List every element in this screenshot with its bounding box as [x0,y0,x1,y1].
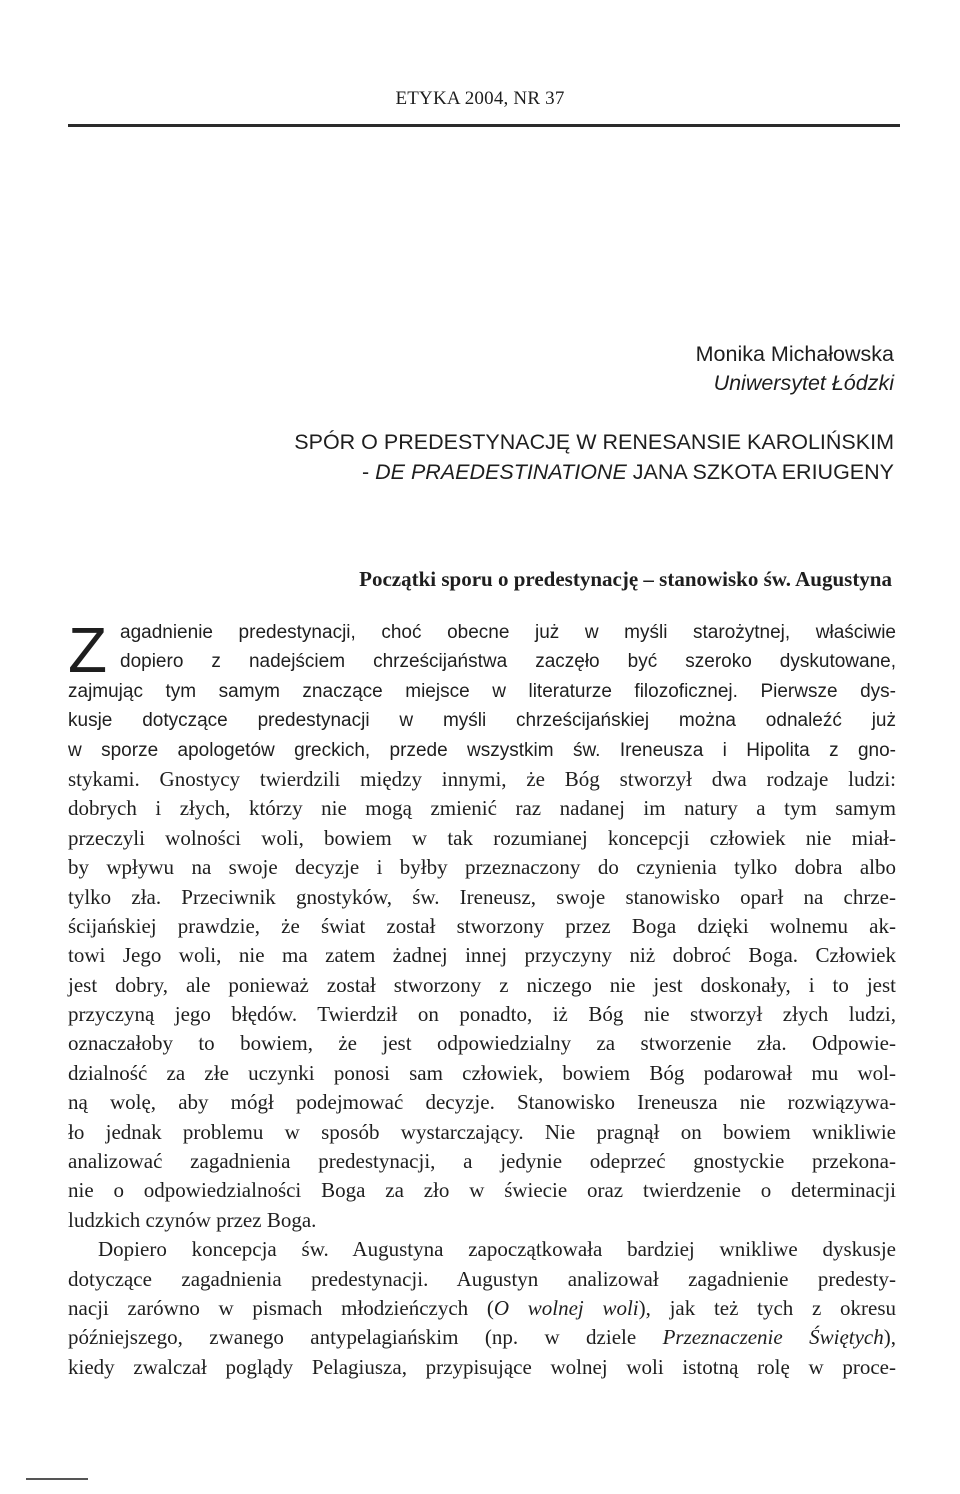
text-line: by wpływu na swoje decyzje i byłby przeznaczony do czynienia tylko dobra albo [68,855,896,880]
title-line-2-prefix: - [361,460,376,484]
text-line: ło jednak problemu w sposób wystarczający. Nie pragnął on bowiem wnikliwie [68,1119,896,1144]
text-segment: późniejszego, zwanego antypelagiańskim (np. w dziele [68,1325,663,1350]
text-line: nie o odpowiedzialności Boga za zło w świecie oraz twierdzenie o determinacji [68,1178,896,1203]
text-line [68,1294,896,1323]
text-line: dobrych i złych, którzy nie mogą zmienić raz nadanej im natury a tym samym [68,796,896,821]
text-line: jest dobry, ale ponieważ został stworzony z niczego nie jest doskonały, i to jest [68,972,896,997]
text-line: tylko zła. Przeciwnik gnostyków, św. Ireneusz, swoje stanowisko oparł na chrze- [68,884,896,909]
author-block [696,340,894,398]
title-line-1: SPÓR O PREDESTYNACJĘ W RENESANSIE KAROLIŃSKIM [294,430,894,454]
text-line: ścijańskiej prawdzie, że świat został stworzony przez Boga dzięki wolnemu ak- [68,913,896,938]
author-affiliation: Uniwersytet Łódzki [713,371,894,395]
title-line-2-suffix: JANA SZKOTA ERIUGENY [626,460,894,484]
text-line: dzialność za złe uczynki ponosi sam człowiek, bowiem Bóg podarował mu wol- [68,1060,896,1085]
text-line [68,1323,896,1352]
text-line: agadnienie predestynacji, choć obecne już w myśli starożytnej, właściwie [120,622,896,643]
footer-rule [26,1478,88,1480]
text-line: analizować zagadnienia predestynacji, a jedynie odeprzeć gnostyckie przekona- [68,1149,896,1174]
text-line: w sporze apologetów greckich, przede wszystkim św. Ireneusza i Hipolita z gno- [68,739,896,761]
book-title-italic: O wolnej woli [493,1295,639,1320]
header-rule [68,124,900,127]
text-line: dotyczące zagadnienia predestynacji. Augustyn analizował zagadnienie predesty- [68,1266,896,1291]
title-line-2-italic: DE PRAEDESTINATIONE [375,460,627,484]
article-title [294,427,894,487]
text-line: zajmując tym samym znaczące miejsce w literaturze filozoficznej. Pierwsze dys- [68,680,896,702]
book-title-italic: Przeznaczenie Świętych [662,1325,884,1350]
text-line: dopiero z nadejściem chrześcijaństwa zaczęło być szeroko dyskutowane, [120,651,896,673]
title-line-2 [294,457,894,487]
text-line: kusje dotyczące predestynacji w myśli chrześcijańskiej można odnaleźć już [68,710,896,732]
body-text [68,614,897,1382]
author-name: Monika Michałowska [695,342,894,366]
text-line: ludzkich czynów przez Boga. [68,1207,317,1232]
text-line: ną wolę, aby mógł podejmować decyzje. Stanowisko Ireneusza nie rozwiązywa- [68,1090,896,1115]
text-segment: ), [883,1325,897,1350]
text-line: stykami. Gnostycy twierdzili między innymi, że Bóg stworzył dwa rodzaje ludzi: [68,766,896,791]
text-line: przyczyną jego błędów. Twierdził on ponadto, iż Bóg nie stworzył złych ludzi, [68,1002,896,1027]
text-segment: nacji zarówno w pismach młodzieńczych ( [68,1295,494,1320]
text-line: oznaczałoby to bowiem, że jest odpowiedzialny za stworzenie zła. Odpowie- [68,1031,896,1056]
text-segment: ), jak też tych z okresu [638,1295,896,1320]
text-line: towi Jego woli, nie ma zatem żadnej innej przyczyny niż dobroć Boga. Człowiek [68,943,896,968]
text-line: kiedy zwalczał poglądy Pelagiusza, przypisujące wolnej woli istotną rolę w proce- [68,1354,896,1379]
section-heading: Początki sporu o predestynację – stanowisko św. Augustyna [359,567,892,591]
text-line: przeczyli wolności woli, bowiem w tak rozumianej koncepcji człowiek nie miał- [68,825,896,850]
text-line: Dopiero koncepcja św. Augustyna zapoczątkowała bardziej wnikliwe dyskusje [98,1237,896,1262]
drop-cap: Z [68,614,108,686]
journal-header: ETYKA 2004, NR 37 [395,88,565,109]
